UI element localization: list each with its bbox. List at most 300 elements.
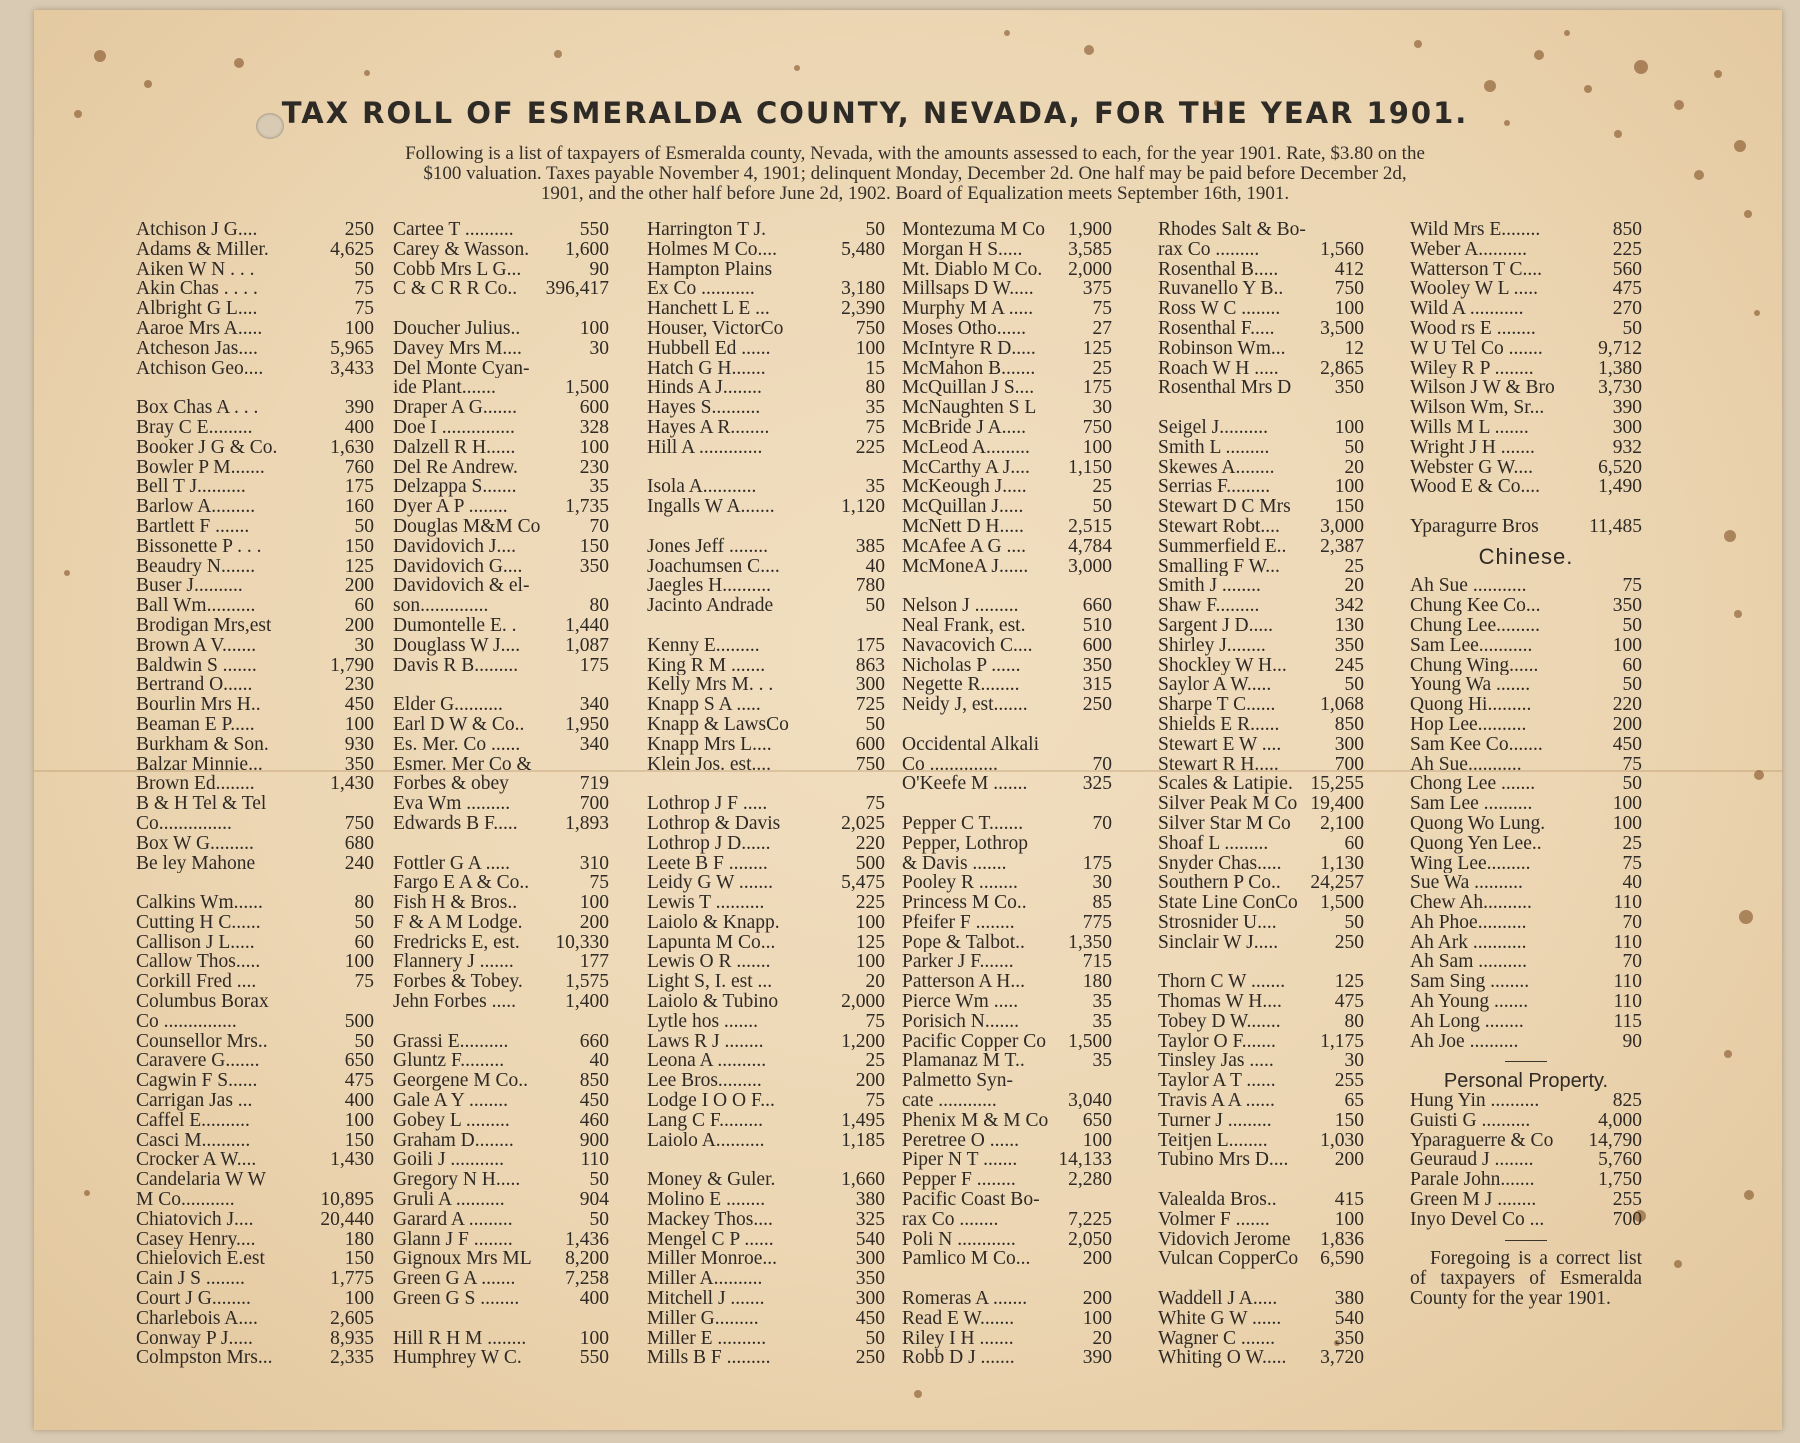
taxpayer-name: Wagner C ....... [1158, 1328, 1276, 1349]
taxpayer-row [647, 1071, 885, 1091]
assessed-amount: 110 [1613, 932, 1642, 953]
taxpayer-row [1410, 715, 1642, 735]
assessed-amount: 8,200 [565, 1249, 609, 1270]
section-divider [1410, 1051, 1642, 1071]
taxpayer-name: Yparagurre Bros [1410, 516, 1539, 537]
taxpayer-row [1158, 418, 1364, 438]
assessed-amount: 660 [579, 1031, 609, 1052]
taxpayer-name: Ah Ark ........... [1410, 932, 1527, 953]
taxpayer-name: Lothrop J F ..... [647, 794, 768, 814]
taxpayer-name: Leona A .......... [647, 1051, 767, 1072]
taxpayer-name: Pooley R ........ [902, 873, 1018, 894]
assessed-amount: 1,893 [565, 813, 609, 834]
taxpayer-row [902, 1190, 1112, 1210]
assessed-amount: 250 [855, 1348, 885, 1369]
taxpayer-name: Columbus Borax [136, 992, 269, 1012]
assessed-amount: 177 [579, 952, 609, 973]
taxpayer-name: Ruvanello Y B.. [1158, 279, 1284, 300]
taxpayer-row [1158, 774, 1364, 794]
taxpayer-row [1410, 319, 1642, 339]
assessed-amount: 700 [1612, 1209, 1642, 1230]
taxpayer-row [393, 755, 609, 775]
assessed-amount: 7,225 [1068, 1209, 1112, 1230]
assessed-amount: 75 [589, 873, 609, 894]
taxpayer-name: Morgan H S..... [902, 239, 1023, 260]
taxpayer-name: Moses Otho...... [902, 318, 1027, 339]
taxpayer-column-3 [647, 220, 885, 1368]
assessed-amount: 60 [1622, 655, 1642, 676]
assessed-amount [605, 755, 609, 775]
taxpayer-row [393, 1012, 609, 1032]
taxpayer-name: Miller Monroe... [647, 1249, 777, 1270]
assessed-amount: 10,895 [320, 1190, 374, 1210]
assessed-amount: 2,335 [330, 1348, 374, 1369]
taxpayer-row [136, 1032, 374, 1052]
taxpayer-row [1158, 873, 1364, 893]
assessed-amount: 3,000 [1320, 516, 1364, 537]
taxpayer-name: Waddell J A..... [1158, 1289, 1278, 1309]
assessed-amount: 15 [865, 358, 885, 379]
taxpayer-row [647, 755, 885, 775]
taxpayer-name: Douglas M&M Co [393, 516, 541, 537]
taxpayer-name: Dumontelle E. . [393, 615, 517, 636]
taxpayer-row [393, 477, 609, 497]
assessed-amount: 1,735 [565, 497, 609, 517]
assessed-amount: 50 [354, 1031, 374, 1052]
taxpayer-name: Sargent J D..... [1158, 615, 1274, 636]
taxpayer-row [136, 873, 374, 893]
taxpayer-name: Chong Lee ....... [1410, 774, 1536, 795]
taxpayer-row [1410, 972, 1642, 992]
taxpayer-row [647, 1309, 885, 1329]
assessed-amount: 30 [1344, 1051, 1364, 1072]
taxpayer-row [393, 398, 609, 418]
taxpayer-name: Draper A G....... [393, 398, 518, 418]
taxpayer-row [393, 972, 609, 992]
stain-spot [64, 570, 70, 576]
taxpayer-name: Leidy G W ....... [647, 873, 774, 894]
taxpayer-row [902, 794, 1112, 814]
taxpayer-name: Silver Star M Co [1158, 813, 1291, 834]
taxpayer-name: Serrias F......... [1158, 477, 1271, 498]
stain-spot [1614, 130, 1622, 138]
taxpayer-name: Counsellor Mrs.. [136, 1031, 268, 1052]
taxpayer-name: Riley I H ....... [902, 1328, 1014, 1349]
taxpayer-row [393, 636, 609, 656]
taxpayer-row [1158, 616, 1364, 636]
assessed-amount [1108, 715, 1112, 735]
taxpayer-name: Humphrey W C. [393, 1348, 522, 1369]
taxpayer-name: Hayes S.......... [647, 398, 761, 418]
taxpayer-name: rax Co ........ [902, 1209, 999, 1230]
assessed-amount [881, 260, 885, 280]
taxpayer-name: Porisich N....... [902, 1011, 1019, 1032]
taxpayer-name: M Co........... [136, 1190, 235, 1210]
taxpayer-name: Sinclair W J..... [1158, 932, 1279, 953]
stain-spot [1084, 45, 1094, 55]
taxpayer-row [1158, 458, 1364, 478]
taxpayer-row [136, 695, 374, 715]
taxpayer-row [1410, 774, 1642, 794]
taxpayer-name: McCarthy A J.... [902, 457, 1030, 478]
assessed-amount: 100 [344, 952, 374, 973]
taxpayer-name: Buser J.......... [136, 576, 243, 597]
taxpayer-row [136, 834, 374, 854]
taxpayer-row [1158, 1348, 1364, 1368]
assessed-amount: 750 [1334, 279, 1364, 300]
taxpayer-name: Pepper C T....... [902, 813, 1024, 834]
assessed-amount: 230 [344, 675, 374, 696]
taxpayer-name: Mitchell J ....... [647, 1289, 765, 1309]
taxpayer-name: Bissonette P . . . [136, 536, 262, 557]
assessed-amount: 300 [855, 1289, 885, 1309]
taxpayer-name: Travis A A ...... [1158, 1091, 1275, 1111]
assessed-amount: 1,500 [1068, 1031, 1112, 1052]
taxpayer-row [647, 517, 885, 537]
assessed-amount: 100 [579, 437, 609, 458]
taxpayer-name: Piper N T ....... [902, 1150, 1018, 1171]
taxpayer-name: Gluntz F......... [393, 1051, 505, 1072]
taxpayer-row [902, 992, 1112, 1012]
taxpayer-row [393, 339, 609, 359]
assessed-amount: 75 [1622, 853, 1642, 874]
assessed-amount: 12 [1344, 338, 1364, 359]
taxpayer-name: Montezuma M Co [902, 220, 1045, 240]
taxpayer-name: Phenix M & M Co [902, 1110, 1049, 1131]
taxpayer-row [1410, 656, 1642, 676]
taxpayer-name: Caffel E.......... [136, 1110, 250, 1131]
taxpayer-row [1158, 1329, 1364, 1349]
assessed-amount: 125 [344, 556, 374, 577]
assessed-amount: 80 [354, 893, 374, 913]
stain-spot [84, 1190, 90, 1196]
taxpayer-row [902, 913, 1112, 933]
assessed-amount: 415 [1334, 1190, 1364, 1210]
taxpayer-row [393, 319, 609, 339]
assessed-amount: 100 [344, 1289, 374, 1309]
taxpayer-name: Lothrop & Davis [647, 813, 781, 834]
assessed-amount: 1,630 [330, 437, 374, 458]
assessed-amount: 30 [589, 338, 609, 359]
taxpayer-row [136, 1131, 374, 1151]
assessed-amount: 100 [855, 912, 885, 933]
taxpayer-name: Gregory N H..... [393, 1170, 521, 1191]
assessed-amount: 1,130 [1320, 853, 1364, 874]
taxpayer-name: McLeod A......... [902, 437, 1030, 458]
assessed-amount: 14,133 [1058, 1150, 1112, 1171]
taxpayer-row [647, 695, 885, 715]
taxpayer-row [1410, 1111, 1642, 1131]
assessed-amount [881, 616, 885, 636]
taxpayer-row [136, 1190, 374, 1210]
assessed-amount: 110 [580, 1150, 609, 1171]
taxpayer-row [902, 477, 1112, 497]
taxpayer-row [393, 279, 609, 299]
taxpayer-row [902, 1032, 1112, 1052]
assessed-amount: 100 [344, 714, 374, 735]
taxpayer-row [647, 497, 885, 517]
taxpayer-row [647, 596, 885, 616]
taxpayer-name: Houser, VictorCo [647, 318, 784, 339]
taxpayer-row [136, 339, 374, 359]
assessed-amount: 150 [1334, 497, 1364, 517]
stain-spot [1534, 50, 1544, 60]
assessed-amount: 350 [1082, 655, 1112, 676]
taxpayer-row [136, 992, 374, 1012]
stain-spot [914, 1390, 922, 1398]
taxpayer-row [393, 695, 609, 715]
intro-paragraph [210, 144, 1620, 204]
assessed-amount: 20,440 [320, 1209, 374, 1230]
assessed-amount: 250 [344, 220, 374, 240]
taxpayer-name: Bowler P M....... [136, 457, 265, 478]
assessed-amount: 15,255 [1310, 774, 1364, 795]
assessed-amount: 1,430 [330, 774, 374, 795]
taxpayer-row [1158, 1111, 1364, 1131]
assessed-amount [881, 458, 885, 478]
assessed-amount: 150 [344, 536, 374, 557]
taxpayer-name: McMahon B....... [902, 358, 1036, 379]
taxpayer-row [1158, 854, 1364, 874]
assessed-amount: 200 [1334, 1150, 1364, 1171]
taxpayer-name: Vulcan CopperCo [1158, 1249, 1299, 1270]
taxpayer-name: Palmetto Syn- [902, 1071, 1014, 1092]
assessed-amount: 325 [855, 1209, 885, 1230]
assessed-amount: 510 [1082, 615, 1112, 636]
assessed-amount: 75 [865, 1011, 885, 1032]
taxpayer-row [647, 319, 885, 339]
taxpayer-name: Light S, I. est ... [647, 972, 773, 993]
assessed-amount: 4,784 [1068, 536, 1112, 557]
taxpayer-row [136, 1012, 374, 1032]
taxpayer-row [647, 1190, 885, 1210]
assessed-amount: 932 [1612, 437, 1642, 458]
taxpayer-name: Dalzell R H...... [393, 437, 516, 458]
taxpayer-row [393, 1190, 609, 1210]
taxpayer-name: Young Wa ....... [1410, 675, 1531, 696]
taxpayer-name: Adams & Miller. [136, 239, 269, 260]
taxpayer-name: McNett D H..... [902, 516, 1024, 537]
assessed-amount: 400 [344, 417, 374, 438]
assessed-amount: 450 [344, 695, 374, 715]
taxpayer-name: Be ley Mahone [136, 853, 256, 874]
taxpayer-row [136, 1249, 374, 1269]
assessed-amount: 7,258 [565, 1269, 609, 1290]
taxpayer-name: Ex Co ........... [647, 279, 755, 300]
assessed-amount: 225 [855, 893, 885, 913]
taxpayer-name: Chielovich E.est [136, 1249, 265, 1270]
taxpayer-row [647, 1269, 885, 1289]
taxpayer-name: Shirley J........ [1158, 635, 1266, 656]
taxpayer-row [1410, 854, 1642, 874]
taxpayer-name: Knapp S A ..... [647, 695, 761, 715]
taxpayer-row [902, 1012, 1112, 1032]
taxpayer-name: Taylor O F....... [1158, 1031, 1276, 1052]
assessed-amount: 2,865 [1320, 358, 1364, 379]
taxpayer-row [647, 616, 885, 636]
taxpayer-row [136, 596, 374, 616]
taxpayer-row [393, 260, 609, 280]
stain-spot [1734, 610, 1742, 618]
assessed-amount: 350 [344, 754, 374, 775]
taxpayer-name: Ah Sue ........... [1410, 576, 1527, 597]
assessed-amount [881, 517, 885, 537]
taxpayer-row [902, 774, 1112, 794]
assessed-amount [605, 675, 609, 695]
assessed-amount: 75 [865, 794, 885, 814]
taxpayer-row [647, 1230, 885, 1250]
taxpayer-row [393, 1230, 609, 1250]
taxpayer-row [393, 854, 609, 874]
taxpayer-row [393, 517, 609, 537]
taxpayer-name: Tinsley Jas ..... [1158, 1051, 1274, 1072]
assessed-amount: 60 [1344, 833, 1364, 854]
taxpayer-name: Flannery J ....... [393, 952, 514, 973]
taxpayer-name: Shaw F......... [1158, 596, 1260, 616]
taxpayer-row [1410, 339, 1642, 359]
taxpayer-name: Jehn Forbes ..... [393, 992, 516, 1012]
assessed-amount [1360, 1170, 1364, 1190]
taxpayer-row [1158, 1071, 1364, 1091]
assessed-amount: 380 [855, 1190, 885, 1210]
assessed-amount: 25 [1092, 358, 1112, 379]
taxpayer-name: Green G S ........ [393, 1289, 520, 1309]
taxpayer-row [1158, 814, 1364, 834]
section-heading-chinese: Chinese. [1478, 543, 1574, 569]
taxpayer-name: Holmes M Co.... [647, 239, 778, 260]
taxpayer-row [647, 1012, 885, 1032]
assessed-amount: 1,775 [330, 1269, 374, 1290]
taxpayer-row [902, 299, 1112, 319]
taxpayer-row [1410, 755, 1642, 775]
stain-spot [794, 65, 800, 71]
assessed-amount: 850 [1334, 714, 1364, 735]
taxpayer-name: Brodigan Mrs,est [136, 615, 272, 636]
taxpayer-row [902, 675, 1112, 695]
taxpayer-row [1410, 378, 1642, 398]
taxpayer-row [393, 814, 609, 834]
taxpayer-name: Ingalls W A....... [647, 497, 775, 517]
stain-spot [1734, 140, 1746, 152]
taxpayer-name: Silver Peak M Co [1158, 794, 1298, 814]
assessed-amount: 380 [1334, 1289, 1364, 1309]
taxpayer-name: Gobey L ......... [393, 1110, 510, 1131]
assessed-amount: 1,175 [1320, 1031, 1364, 1052]
taxpayer-row [393, 893, 609, 913]
taxpayer-row [1410, 695, 1642, 715]
taxpayer-row [1158, 359, 1364, 379]
taxpayer-row [393, 1329, 609, 1349]
taxpayer-name: Millsaps D W..... [902, 279, 1034, 300]
taxpayer-row [393, 1269, 609, 1289]
taxpayer-name: Bell T J.......... [136, 477, 246, 498]
taxpayer-row [902, 1230, 1112, 1250]
stain-spot [1694, 170, 1704, 180]
taxpayer-row [902, 814, 1112, 834]
taxpayer-row [393, 952, 609, 972]
taxpayer-name: Pacific Coast Bo- [902, 1190, 1040, 1210]
taxpayer-name: Davidovich J.... [393, 536, 516, 557]
taxpayer-name: Bray C E......... [136, 417, 253, 438]
assessed-amount: 75 [865, 1091, 885, 1111]
assessed-amount: 70 [589, 516, 609, 537]
taxpayer-row [1410, 299, 1642, 319]
taxpayer-row [1410, 814, 1642, 834]
taxpayer-name: Isola A........... [647, 477, 757, 498]
taxpayer-name: Box Chas A . . . [136, 398, 259, 418]
taxpayer-row [1158, 1249, 1364, 1269]
assessed-amount: 475 [344, 1071, 374, 1092]
taxpayer-name: Volmer F ....... [1158, 1209, 1270, 1230]
taxpayer-name: Rosenthal F..... [1158, 318, 1275, 339]
assessed-amount: 11,485 [1589, 516, 1642, 537]
assessed-amount: 460 [579, 1110, 609, 1131]
taxpayer-row [1410, 1190, 1642, 1210]
assessed-amount: 35 [1092, 992, 1112, 1012]
taxpayer-row [902, 972, 1112, 992]
assessed-amount: 90 [1622, 1031, 1642, 1052]
taxpayer-name: Elder G.......... [393, 695, 503, 715]
taxpayer-name: Chew Ah.......... [1410, 893, 1532, 913]
taxpayer-name: Pope & Talbot.. [902, 932, 1025, 953]
taxpayer-name: Thorn C W ....... [1158, 972, 1286, 993]
intro-line: 1901, and the other half before June 2d, 1902. Board of Equalization meets September 16th, 1901. [540, 183, 1290, 204]
assessed-amount: 1,900 [1068, 220, 1112, 240]
taxpayer-row [1158, 1032, 1364, 1052]
taxpayer-name: Miller G......... [647, 1308, 759, 1329]
assessed-amount: 1,430 [330, 1150, 374, 1171]
taxpayer-row [136, 1111, 374, 1131]
footer-note-text: Foregoing is a correct list of taxpayers of Esmeralda County for the year 1901. [1410, 1248, 1642, 1310]
taxpayer-name: Wing Lee......... [1410, 853, 1531, 874]
stain-spot [144, 80, 152, 88]
assessed-amount: 560 [1612, 259, 1642, 280]
taxpayer-row [393, 715, 609, 735]
taxpayer-row [1410, 794, 1642, 814]
taxpayer-name: White G W ...... [1158, 1308, 1282, 1329]
taxpayer-row [1158, 893, 1364, 913]
taxpayer-row [1158, 240, 1364, 260]
taxpayer-row [1158, 576, 1364, 596]
taxpayer-name: Wills M L ....... [1410, 417, 1529, 438]
assessed-amount: 100 [344, 1110, 374, 1131]
taxpayer-row [1158, 933, 1364, 953]
taxpayer-name: Neal Frank, est. [902, 615, 1026, 636]
taxpayer-row [136, 279, 374, 299]
taxpayer-row [136, 755, 374, 775]
taxpayer-name: & Davis ....... [902, 853, 1007, 874]
assessed-amount: 412 [1334, 259, 1364, 280]
assessed-amount: 100 [579, 318, 609, 339]
assessed-amount: 750 [855, 754, 885, 775]
taxpayer-row [393, 774, 609, 794]
assessed-amount: 50 [1092, 497, 1112, 517]
assessed-amount: 2,025 [841, 813, 885, 834]
taxpayer-row [1410, 1210, 1642, 1230]
taxpayer-name: Colmpston Mrs... [136, 1348, 273, 1369]
assessed-amount: 325 [1082, 774, 1112, 795]
taxpayer-row [136, 220, 374, 240]
taxpayer-row [902, 458, 1112, 478]
taxpayer-row [902, 319, 1112, 339]
taxpayer-name: Hung Yin .......... [1410, 1091, 1540, 1111]
assessed-amount: 396,417 [545, 279, 609, 300]
taxpayer-name: Strosnider U.... [1158, 912, 1277, 933]
taxpayer-row [647, 299, 885, 319]
taxpayer-row [393, 933, 609, 953]
assessed-amount [605, 1309, 609, 1329]
assessed-amount: 200 [1612, 714, 1642, 735]
